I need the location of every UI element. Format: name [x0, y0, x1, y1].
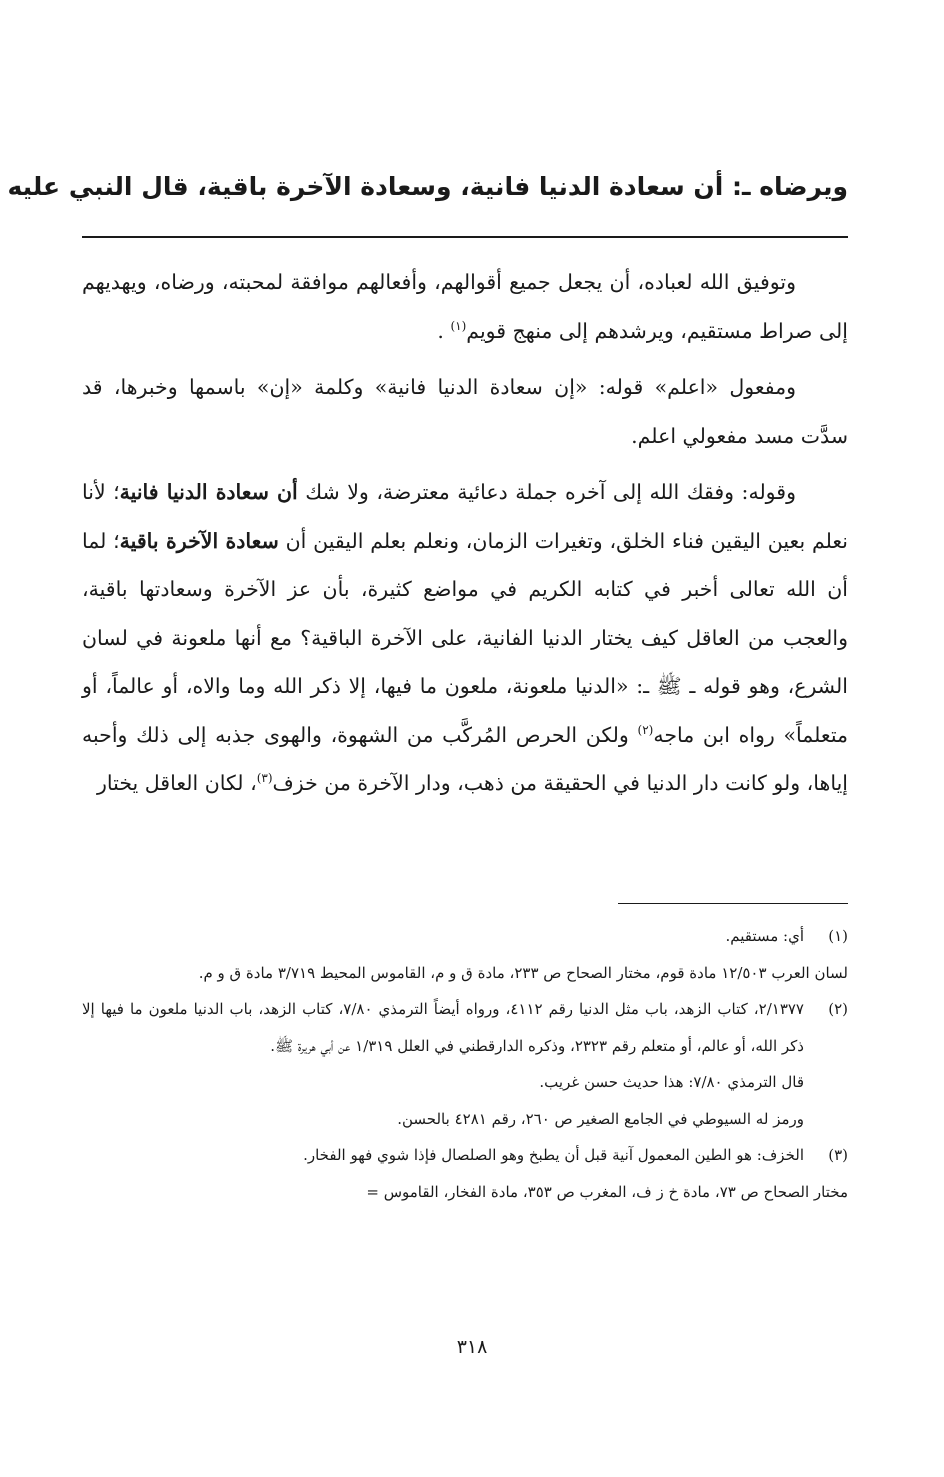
- footnote-number: (١): [828, 927, 848, 945]
- footnote-ref-1: (١): [450, 318, 467, 333]
- paragraph-2: [82, 363, 848, 460]
- footnote-line: الخزف: هو الطين المعمول آنية قبل أن يطبخ وهو الصلصال فإذا شوي فهو الفخار.: [303, 1146, 804, 1164]
- paragraph-1-text: وتوفيق الله لعباده، أن يجعل جميع أقوالهم، وأفعالهم موافقة لمحبته، ورضاه، ويهديهم إلى صراط مستقيم، ويرشدهم إلى منهج قويم: [82, 270, 848, 343]
- footnote-number: (٣): [828, 1146, 848, 1164]
- paragraph-3-text-4: ولكن الحرص المُركَّب من الشهوة، والهوى جذبه إلى ذلك وأحبه إياها، ولو كانت دار الدنيا في الحقيقة من ذهب، ودار الآخرة من خزف: [82, 722, 848, 795]
- footnote-3: [82, 1137, 848, 1210]
- footnote-ref-3: (٣): [256, 771, 273, 786]
- footnote-1: [82, 918, 848, 991]
- bold-phrase-akhira: سعادة الآخرة باقية: [119, 528, 279, 553]
- main-text: [82, 258, 848, 816]
- header-divider: [82, 236, 848, 238]
- footnote-body: [82, 991, 804, 1137]
- footnote-body: [82, 918, 848, 991]
- footnote-line: مختار الصحاح ص ٧٣، مادة خ ز ف، المغرب ص ٣٥٣، مادة الفخار، القاموس =: [366, 1182, 848, 1201]
- running-header: ويرضاه ـ: أن سعادة الدنيا فانية، وسعادة الآخرة باقية، قال النبي عليه: [7, 172, 848, 201]
- footnote-divider: [618, 903, 848, 904]
- paragraph-3-text-5: ، لكان العاقل يختار: [96, 771, 257, 795]
- paragraph-2-text: ومفعول «اعلم» قوله: «إن سعادة الدنيا فانية» وكلمة «إن» باسمها وخبرها، قد سدَّت مسد مفعولي اعلم.: [82, 375, 848, 448]
- paragraph-3-text-2: ؛ لأنا نعلم بعين اليقين فناء الخلق، وتغيرات الزمان، ونعلم بعلم اليقين أن: [82, 480, 848, 553]
- footnote-body: [82, 1137, 848, 1210]
- footnote-2: [82, 991, 848, 1137]
- bold-phrase-dunya: أن سعادة الدنيا فانية: [119, 480, 298, 504]
- footnotes: [82, 918, 848, 1210]
- footnote-ref-2: (٢): [637, 722, 654, 737]
- page-number: ٣١٨: [456, 1336, 488, 1358]
- footnote-line: ٢/١٣٧٧، كتاب الزهد، باب مثل الدنيا رقم ٤١١٢، ورواه أيضاً الترمذي ٧/٨٠، كتاب الزهد، باب الدنيا ملعون ما فيها إلا ذكر الله، أو عالم، أو متعلم رقم ٢٣٢٣، وذكره الدارقطني في العلل ١/٣١٩ عن أبي هريرة ﷺ.: [82, 1000, 804, 1055]
- paragraph-3: [82, 468, 848, 808]
- footnote-line: ورمز له السيوطي في الجامع الصغير ص ٢٦٠، رقم ٤٢٨١ بالحسن.: [397, 1109, 804, 1128]
- paragraph-1-end: .: [437, 318, 444, 343]
- footnote-line: قال الترمذي ٧/٨٠: هذا حديث حسن غريب.: [539, 1073, 804, 1091]
- paragraph-1: [82, 258, 848, 355]
- footnote-line: أي: مستقيم.: [725, 927, 804, 945]
- paragraph-3-text-3: ؛ لما أن الله تعالى أخبر في كتابه الكريم في مواضع كثيرة، بأن عز الآخرة وسعادتها باقية، والعجب من العاقل كيف يختار الدنيا الفانية، على الآخرة الباقية؟ مع أنها ملعونة في لسان الشرع، وهو قوله ـ ﷺ ـ: «الدنيا ملعونة، ملعون ما فيها، إلا ذكر الله وما والاه، أو عالماً، أو متعلماً» رواه ابن ماجه: [82, 528, 848, 747]
- paragraph-3-text-1: وقوله: وفقك الله إلى آخره جملة دعائية معترضة، ولا شك: [305, 480, 796, 504]
- footnote-line: لسان العرب ١٢/٥٠٣ مادة قوم، مختار الصحاح ص ٢٣٣، مادة ق و م، القاموس المحيط ٣/٧١٩ مادة ق و م.: [198, 963, 848, 982]
- footnote-number: (٢): [828, 1000, 848, 1018]
